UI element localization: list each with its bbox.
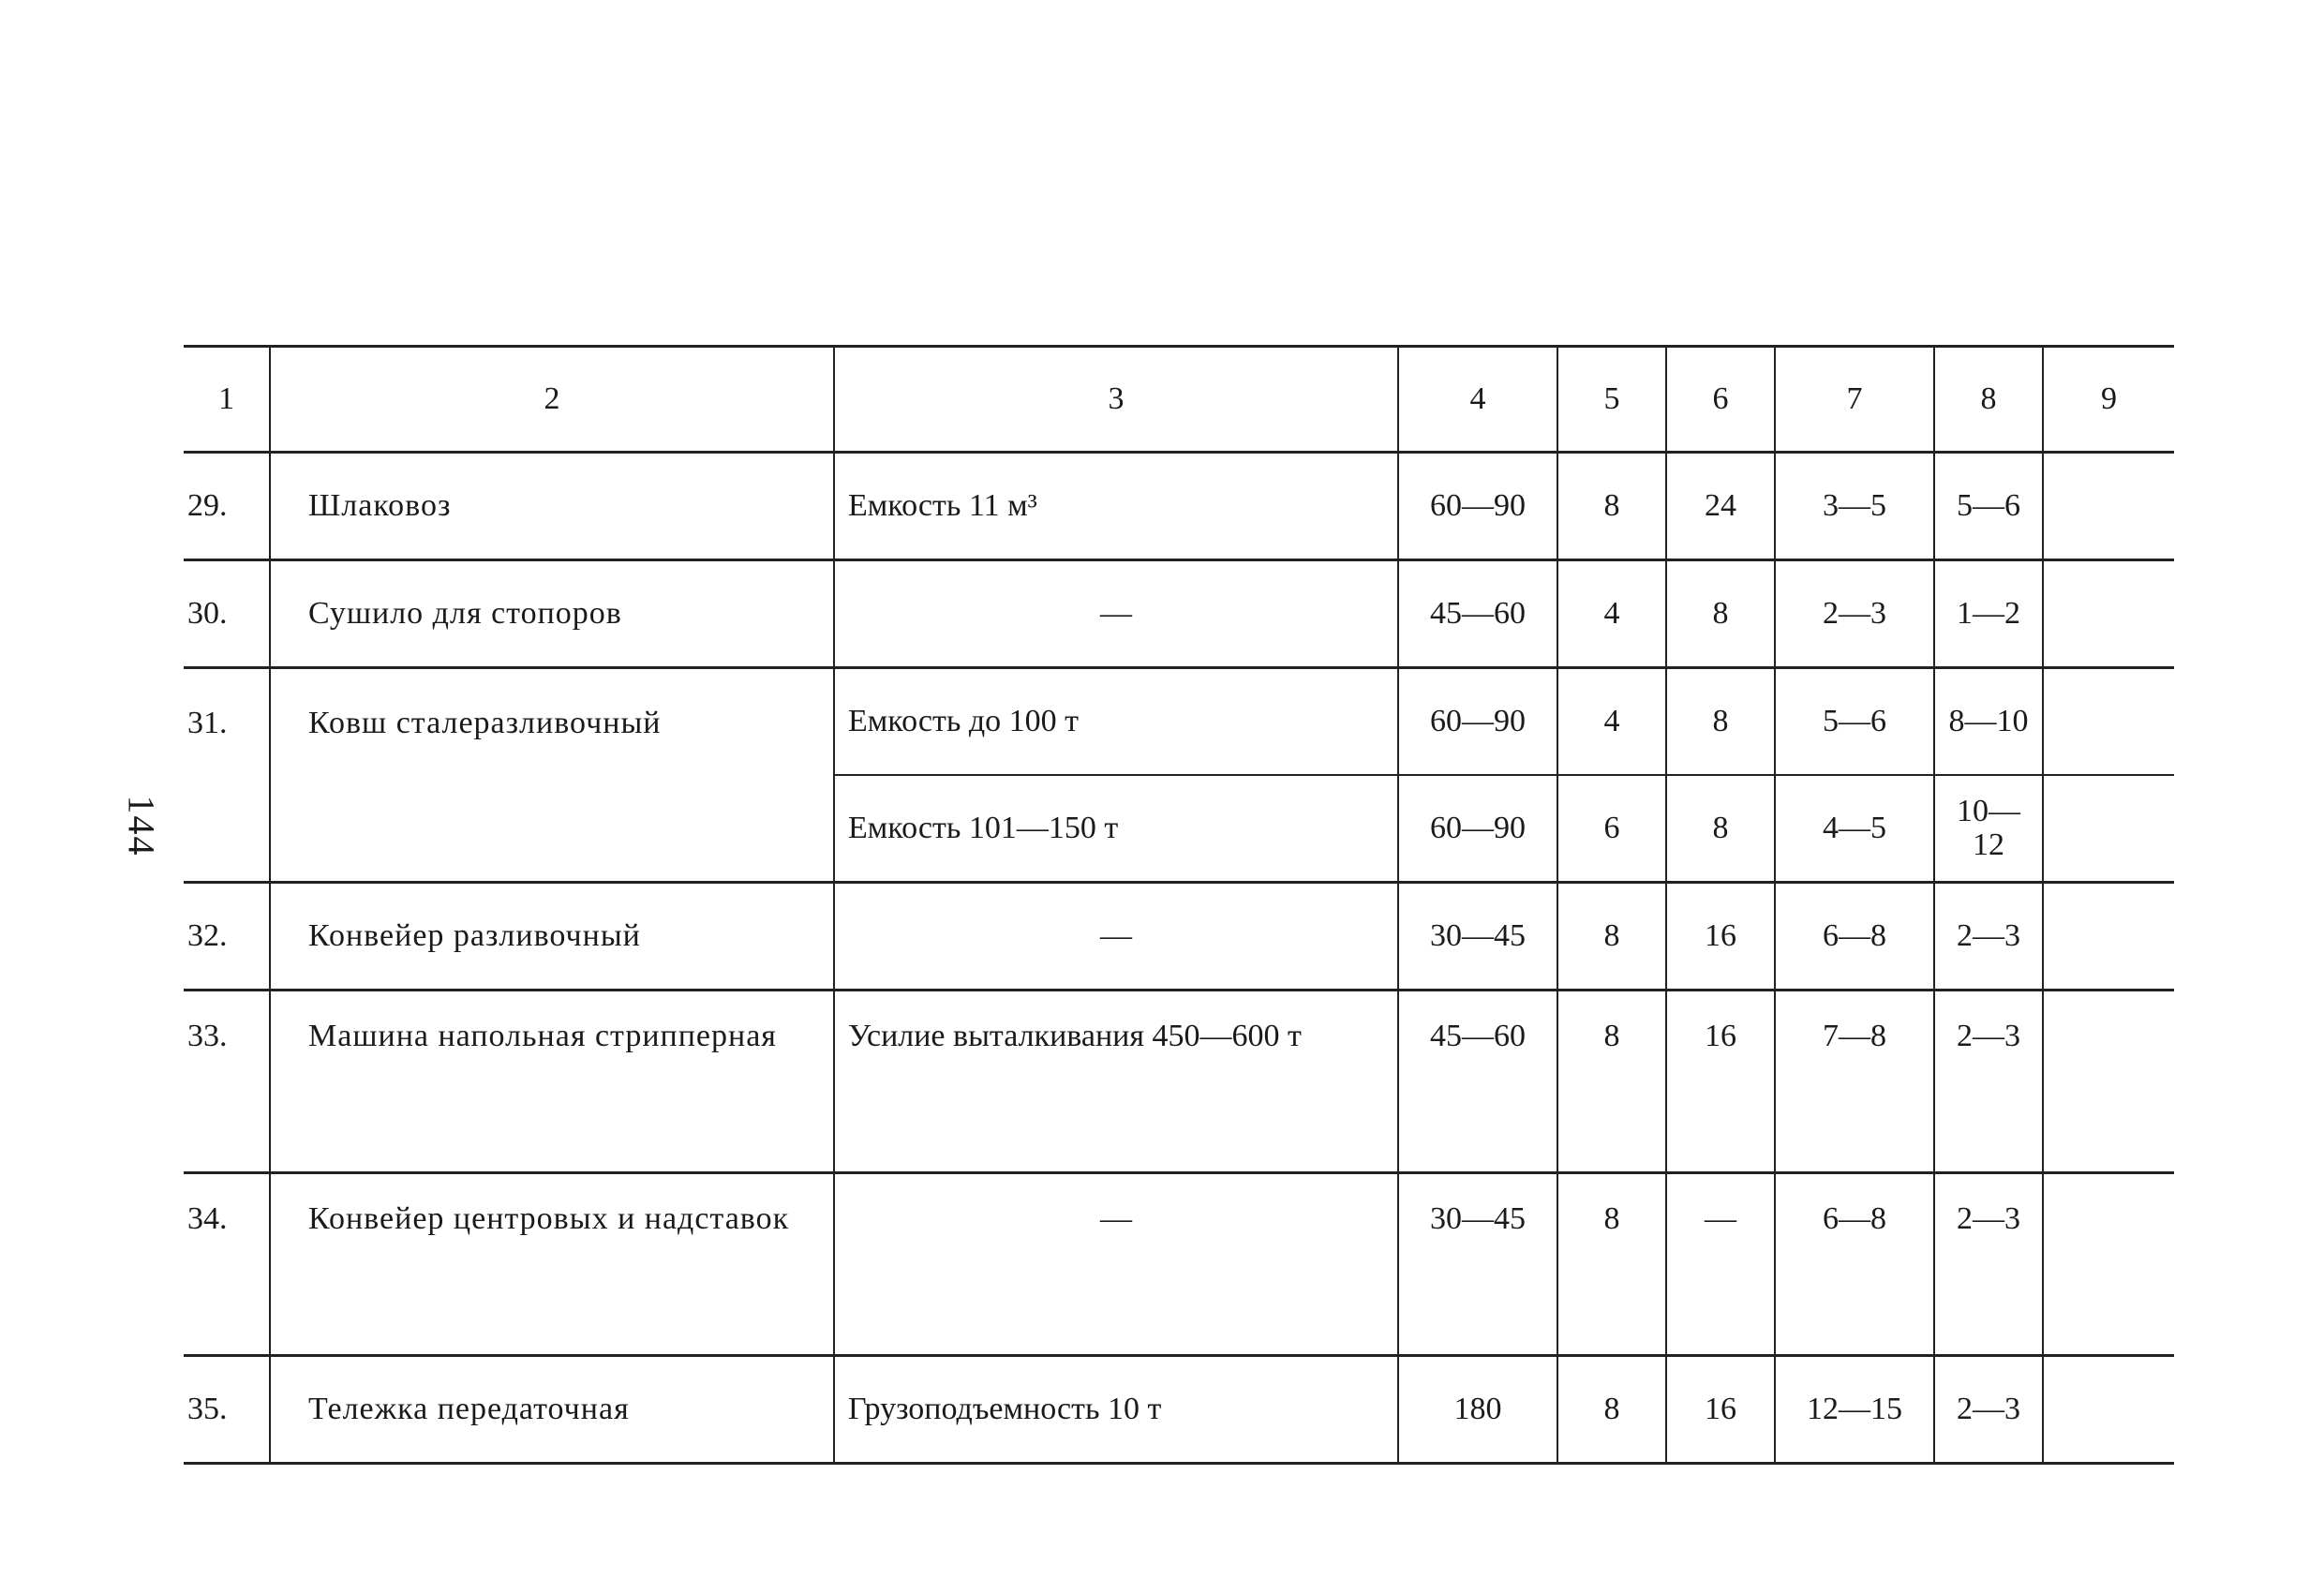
equipment-name: Сушило для стопоров	[270, 560, 834, 668]
equipment-name: Машина напольная стрипперная	[270, 991, 834, 1173]
header-cell: 3	[834, 347, 1398, 453]
cell-col7: 3—5	[1775, 453, 1934, 560]
row-number: 35.	[184, 1356, 270, 1464]
cell-col6: 24	[1666, 453, 1775, 560]
cell-col8: 8—10	[1934, 668, 2043, 776]
cell-col4: 45—60	[1398, 560, 1557, 668]
cell-col4: 60—90	[1398, 775, 1557, 883]
cell-col7: 7—8	[1775, 991, 1934, 1173]
equipment-spec: Емкость 11 м³	[834, 453, 1398, 560]
cell-col8: 10—12	[1934, 775, 2043, 883]
cell-col9	[2043, 668, 2174, 776]
cell-col5: 8	[1557, 991, 1666, 1173]
equipment-name: Тележка передаточная	[270, 1356, 834, 1464]
equipment-name: Ковш сталеразливочный	[270, 668, 834, 883]
cell-col7: 6—8	[1775, 1173, 1934, 1356]
table-row	[184, 883, 2174, 991]
cell-col8: 2—3	[1934, 1173, 2043, 1356]
cell-col8: 2—3	[1934, 1356, 2043, 1464]
cell-col4: 180	[1398, 1356, 1557, 1464]
cell-col9	[2043, 453, 2174, 560]
row-number: 31.	[184, 668, 270, 883]
cell-col4: 60—90	[1398, 668, 1557, 776]
row-number: 34.	[184, 1173, 270, 1356]
table-header-row	[184, 347, 2174, 453]
table-row	[184, 1173, 2174, 1356]
cell-col6: 16	[1666, 883, 1775, 991]
cell-col5: 8	[1557, 1173, 1666, 1356]
table-row	[184, 991, 2174, 1173]
cell-col6: 8	[1666, 668, 1775, 776]
cell-col9	[2043, 560, 2174, 668]
equipment-table	[184, 345, 2174, 1465]
cell-col5: 8	[1557, 453, 1666, 560]
cell-col9	[2043, 991, 2174, 1173]
page-number: 144	[120, 795, 163, 857]
cell-col6: 16	[1666, 991, 1775, 1173]
cell-col7: 6—8	[1775, 883, 1934, 991]
row-number: 33.	[184, 991, 270, 1173]
header-cell: 2	[270, 347, 834, 453]
row-number: 30.	[184, 560, 270, 668]
cell-col6: —	[1666, 1173, 1775, 1356]
equipment-name: Конвейер центровых и надставок	[270, 1173, 834, 1356]
equipment-spec: —	[834, 560, 1398, 668]
cell-col7: 12—15	[1775, 1356, 1934, 1464]
cell-col4: 30—45	[1398, 883, 1557, 991]
header-cell: 6	[1666, 347, 1775, 453]
cell-col9	[2043, 1356, 2174, 1464]
cell-col5: 4	[1557, 668, 1666, 776]
row-number: 29.	[184, 453, 270, 560]
cell-col4: 30—45	[1398, 1173, 1557, 1356]
equipment-spec: Усилие выталкивания 450—600 т	[834, 991, 1398, 1173]
cell-col6: 8	[1666, 775, 1775, 883]
equipment-spec: Емкость 101—150 т	[834, 775, 1398, 883]
table-row	[184, 453, 2174, 560]
cell-col8: 2—3	[1934, 991, 2043, 1173]
cell-col7: 4—5	[1775, 775, 1934, 883]
table-row	[184, 1356, 2174, 1464]
equipment-spec: Грузоподъемность 10 т	[834, 1356, 1398, 1464]
equipment-spec: —	[834, 1173, 1398, 1356]
cell-col7: 2—3	[1775, 560, 1934, 668]
cell-col9	[2043, 883, 2174, 991]
equipment-name: Конвейер разливочный	[270, 883, 834, 991]
cell-col8: 5—6	[1934, 453, 2043, 560]
header-cell: 9	[2043, 347, 2174, 453]
cell-col8: 2—3	[1934, 883, 2043, 991]
equipment-spec: —	[834, 883, 1398, 991]
cell-col5: 8	[1557, 1356, 1666, 1464]
cell-col9	[2043, 1173, 2174, 1356]
cell-col4: 45—60	[1398, 991, 1557, 1173]
header-cell: 8	[1934, 347, 2043, 453]
row-number: 32.	[184, 883, 270, 991]
cell-col6: 8	[1666, 560, 1775, 668]
equipment-spec: Емкость до 100 т	[834, 668, 1398, 776]
cell-col6: 16	[1666, 1356, 1775, 1464]
header-cell: 4	[1398, 347, 1557, 453]
table-row	[184, 560, 2174, 668]
cell-col8: 1—2	[1934, 560, 2043, 668]
cell-col7: 5—6	[1775, 668, 1934, 776]
cell-col4: 60—90	[1398, 453, 1557, 560]
cell-col5: 4	[1557, 560, 1666, 668]
header-cell: 1	[184, 347, 270, 453]
table-row	[184, 668, 2174, 776]
header-cell: 5	[1557, 347, 1666, 453]
header-cell: 7	[1775, 347, 1934, 453]
cell-col5: 8	[1557, 883, 1666, 991]
cell-col5: 6	[1557, 775, 1666, 883]
equipment-name: Шлаковоз	[270, 453, 834, 560]
cell-col9	[2043, 775, 2174, 883]
